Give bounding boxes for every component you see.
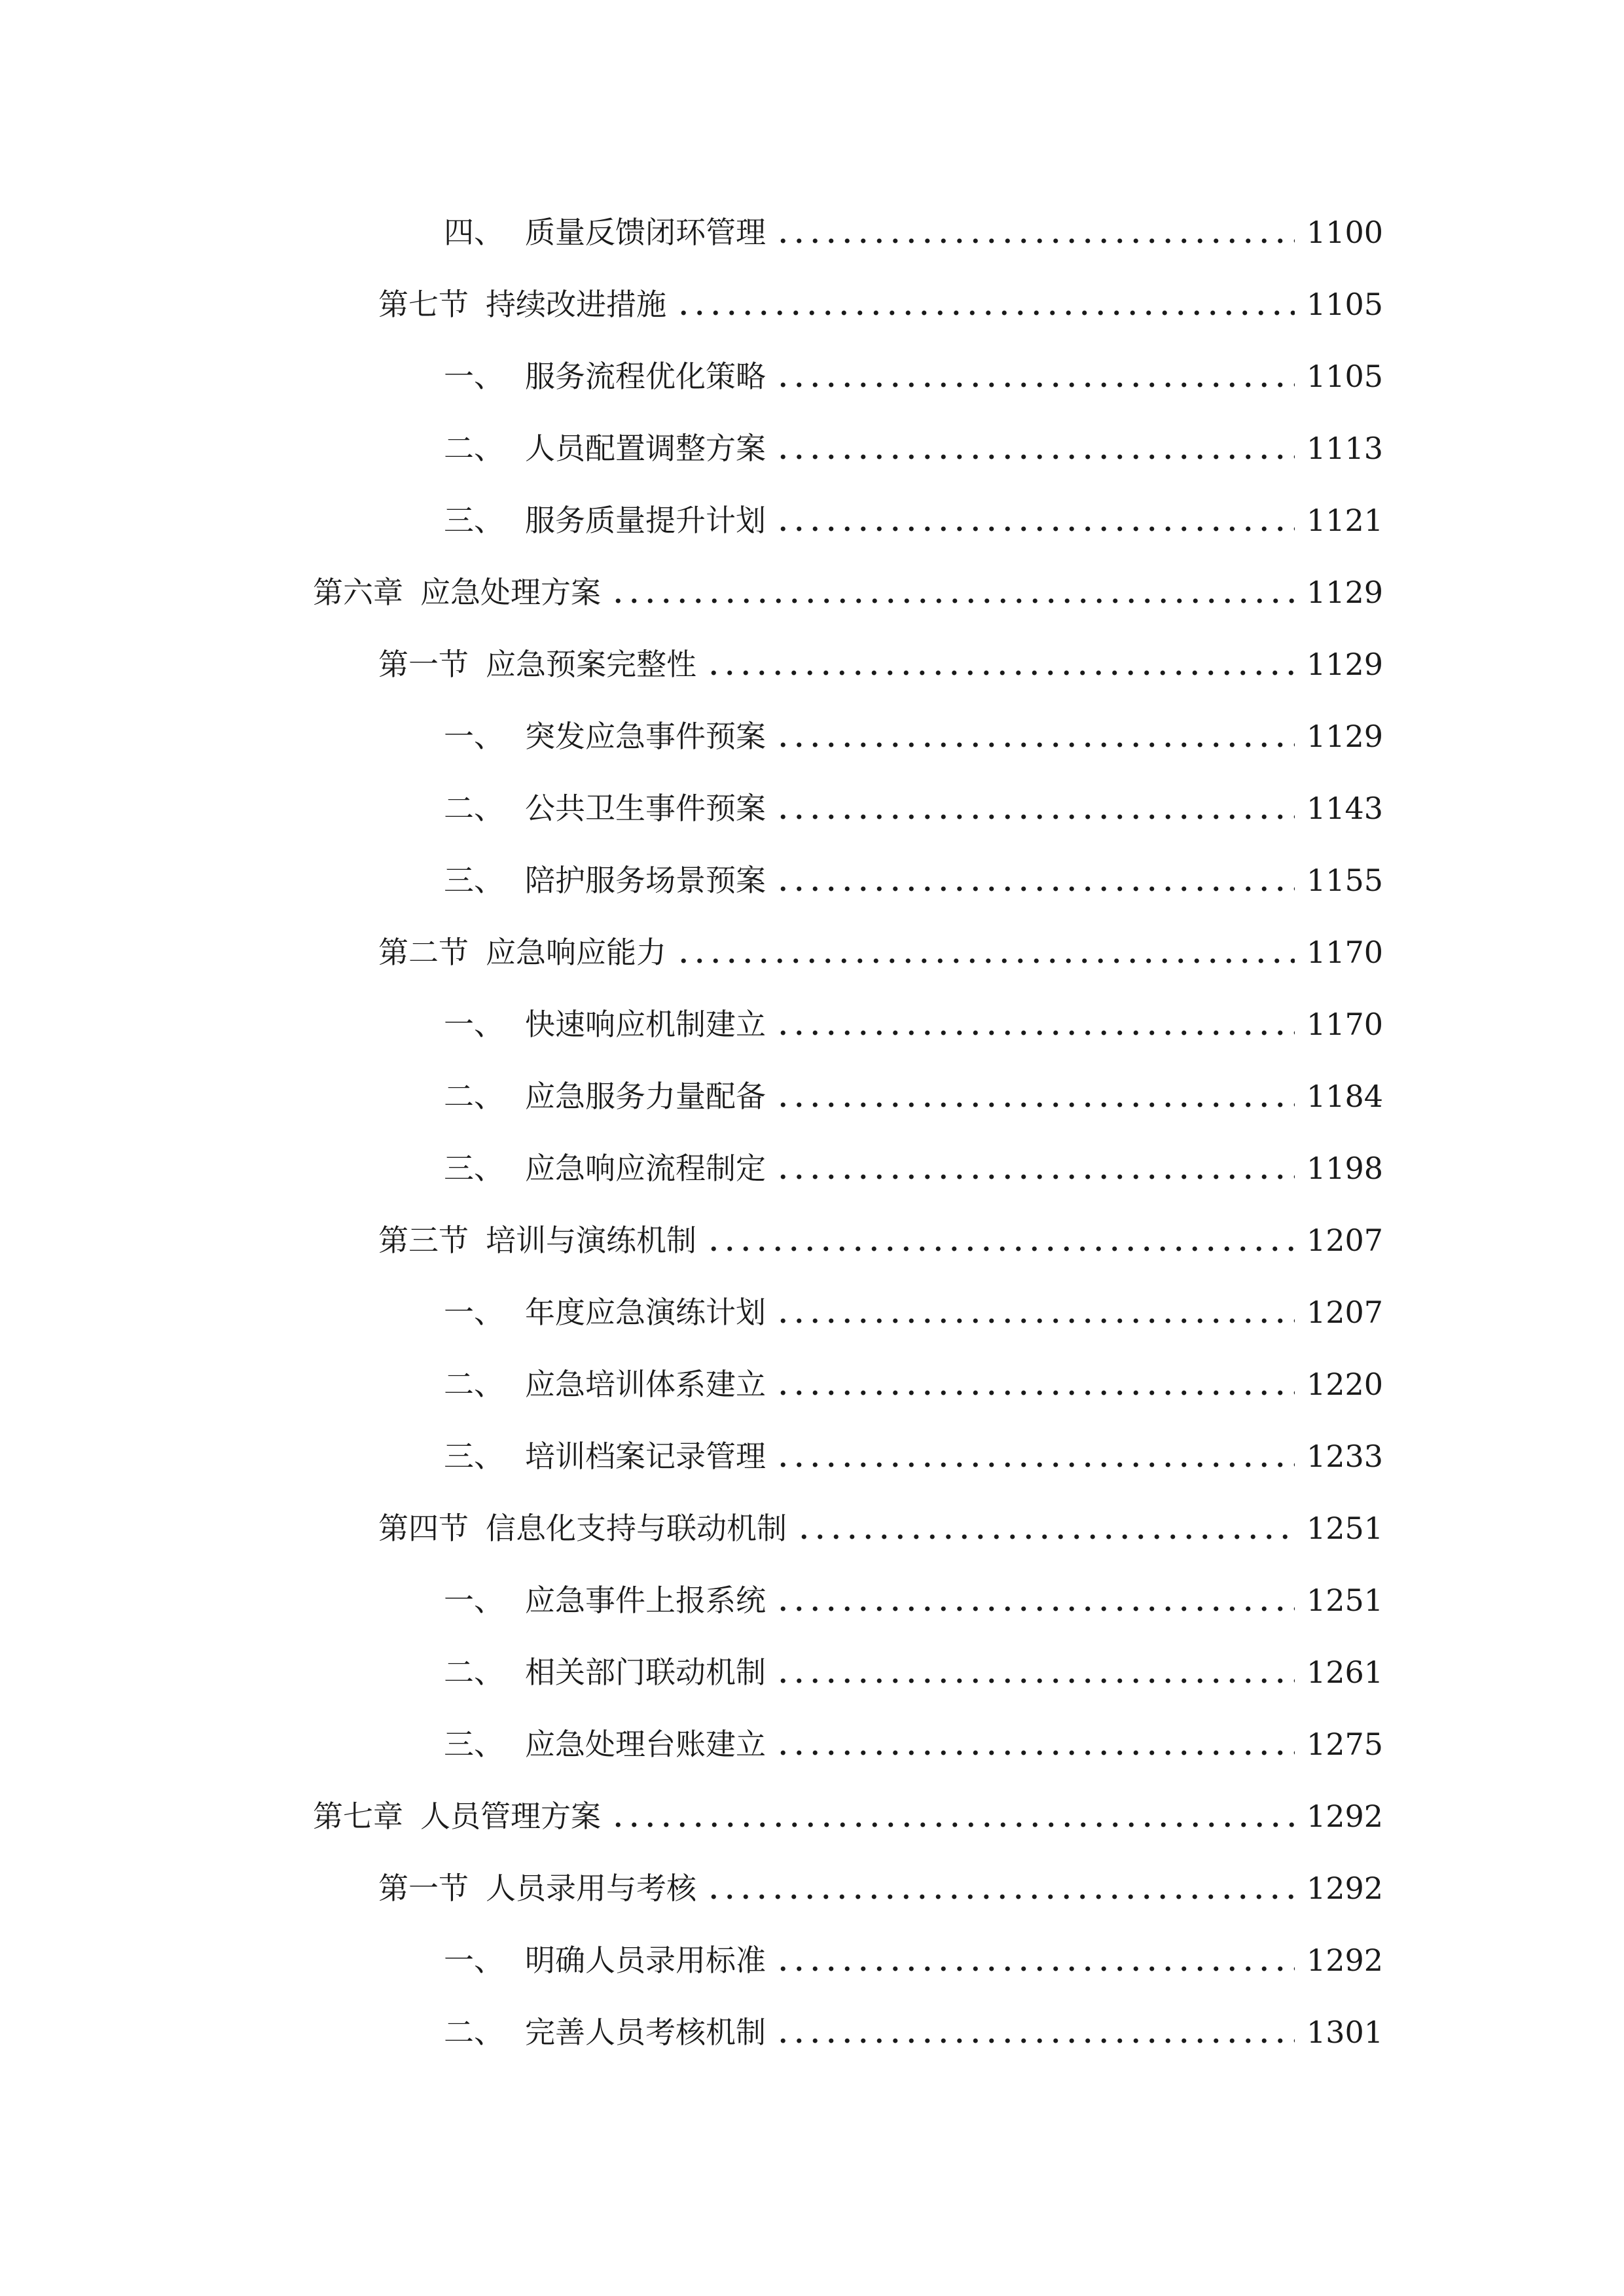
toc-entry-title: 应急响应流程制定 [525,1151,766,1186]
toc-entry-title: 持续改进措施 [486,287,666,322]
toc-entry-number: 三、 [444,503,504,538]
toc-entry-number: 三、 [444,1151,504,1186]
dot-leader [775,505,1295,535]
toc-entry[interactable] [0,268,1624,340]
dot-leader [775,2017,1295,2047]
toc-entry-page: 1233 [1307,1439,1384,1474]
dot-leader [775,1441,1295,1471]
toc-entry[interactable] [0,1852,1624,1924]
toc-entry-page: 1292 [1307,1871,1384,1906]
dot-leader [775,1369,1295,1399]
dot-leader [610,577,1295,607]
toc-entry[interactable] [0,1060,1624,1132]
toc-entry-number: 三、 [444,1439,504,1474]
toc-entry-title: 应急事件上报系统 [525,1583,766,1618]
toc-entry-page: 1100 [1307,215,1384,250]
toc-entry-page: 1113 [1307,431,1384,466]
dot-leader [775,793,1295,823]
toc-entry[interactable] [0,1636,1624,1708]
toc-entry-number: 第二节 [378,935,469,970]
toc-entry[interactable] [0,556,1624,628]
toc-entry-page: 1292 [1307,1799,1384,1834]
toc-entry-title: 陪护服务场景预案 [525,863,766,898]
dot-leader [775,1153,1295,1183]
toc-entry-number: 一、 [444,1007,504,1042]
toc-entry-title: 应急响应能力 [486,935,666,970]
toc-entry-title: 应急服务力量配备 [525,1079,766,1114]
toc-entry-page: 1292 [1307,1943,1384,1978]
toc-entry-title: 服务流程优化策略 [525,359,766,394]
toc-entry-title: 快速响应机制建立 [525,1007,766,1042]
toc-entry-number: 二、 [444,791,504,826]
toc-entry[interactable] [0,1348,1624,1420]
dot-leader [775,1945,1295,1975]
toc-entry-title: 年度应急演练计划 [525,1295,766,1330]
toc-entry-title: 人员配置调整方案 [525,431,766,466]
toc-entry-title: 服务质量提升计划 [525,503,766,538]
toc-entry-page: 1105 [1307,359,1384,394]
toc-entry-page: 1198 [1307,1151,1384,1186]
toc-entry-page: 1207 [1307,1295,1384,1330]
toc-entry-page: 1129 [1307,647,1384,682]
toc-entry-page: 1251 [1307,1511,1384,1546]
toc-entry[interactable] [0,844,1624,916]
toc-entry-number: 三、 [444,1727,504,1762]
toc-entry-number: 一、 [444,719,504,754]
toc-entry-page: 1143 [1307,791,1384,826]
toc-entry-page: 1121 [1307,503,1384,538]
toc-entry[interactable] [0,1564,1624,1636]
toc-entry-number: 二、 [444,1367,504,1402]
toc-entry-page: 1170 [1307,1007,1384,1042]
toc-entry-page: 1155 [1307,863,1384,898]
toc-entry-title: 应急培训体系建立 [525,1367,766,1402]
toc-entry[interactable] [0,196,1624,268]
dot-leader [775,1657,1295,1687]
toc-entry-number: 四、 [444,215,504,250]
dot-leader [706,1225,1295,1255]
toc-entry-title: 相关部门联动机制 [525,1655,766,1690]
dot-leader [706,1873,1295,1903]
dot-leader [610,1801,1295,1831]
toc-entry-title: 人员管理方案 [420,1799,601,1834]
toc-entry-page: 1184 [1307,1079,1384,1114]
toc-entry-title: 人员录用与考核 [486,1871,696,1906]
dot-leader [775,361,1295,391]
toc-entry[interactable] [0,1708,1624,1780]
toc-entry-number: 第七节 [378,287,469,322]
toc-entry-number: 第三节 [378,1223,469,1258]
toc-entry-page: 1207 [1307,1223,1384,1258]
toc-entry-title: 应急处理台账建立 [525,1727,766,1762]
toc-entry[interactable] [0,1996,1624,2068]
toc-entry[interactable] [0,772,1624,844]
toc-entry[interactable] [0,1420,1624,1492]
toc-entry-number: 第七章 [313,1799,403,1834]
toc-entry-number: 三、 [444,863,504,898]
toc-entry[interactable] [0,1276,1624,1348]
dot-leader [706,649,1295,679]
toc-entry[interactable] [0,1204,1624,1276]
toc-entry-number: 二、 [444,431,504,466]
dot-leader [775,721,1295,751]
dot-leader [775,1009,1295,1039]
toc-entry-title: 应急处理方案 [420,575,601,610]
toc-entry[interactable] [0,628,1624,700]
toc-entry-number: 一、 [444,1583,504,1618]
toc-entry-page: 1170 [1307,935,1384,970]
toc-entry-number: 第四节 [378,1511,469,1546]
toc-entry-number: 二、 [444,1655,504,1690]
toc-entry-title: 培训与演练机制 [486,1223,696,1258]
toc-entry-number: 二、 [444,2015,504,2050]
toc-entry[interactable] [0,916,1624,988]
toc-entry[interactable] [0,1492,1624,1564]
dot-leader [775,1729,1295,1759]
toc-entry-page: 1275 [1307,1727,1384,1762]
toc-entry[interactable] [0,1132,1624,1204]
toc-entry-title: 质量反馈闭环管理 [525,215,766,250]
toc-entry-title: 公共卫生事件预案 [525,791,766,826]
toc-entry-number: 第一节 [378,647,469,682]
dot-leader [775,1585,1295,1615]
toc-entry-page: 1105 [1307,287,1384,322]
toc-entry-title: 完善人员考核机制 [525,2015,766,2050]
toc-entry-page: 1301 [1307,2015,1384,2050]
table-of-contents [0,196,1624,2068]
toc-entry-page: 1261 [1307,1655,1384,1690]
dot-leader [676,937,1295,967]
dot-leader [775,433,1295,463]
dot-leader [676,289,1295,319]
toc-entry[interactable] [0,340,1624,412]
toc-entry-number: 第六章 [313,575,403,610]
toc-entry-title: 培训档案记录管理 [525,1439,766,1474]
toc-entry-title: 应急预案完整性 [486,647,696,682]
toc-entry-title: 信息化支持与联动机制 [486,1511,787,1546]
toc-entry[interactable] [0,1780,1624,1852]
toc-entry-number: 二、 [444,1079,504,1114]
dot-leader [775,217,1295,247]
toc-entry[interactable] [0,988,1624,1060]
toc-entry[interactable] [0,484,1624,556]
toc-entry-number: 一、 [444,1943,504,1978]
dot-leader [796,1513,1295,1543]
toc-entry-number: 一、 [444,359,504,394]
toc-entry-number: 第一节 [378,1871,469,1906]
toc-entry-page: 1220 [1307,1367,1384,1402]
toc-entry[interactable] [0,412,1624,484]
toc-entry-page: 1129 [1307,575,1384,610]
dot-leader [775,1297,1295,1327]
toc-entry-page: 1129 [1307,719,1384,754]
toc-entry-page: 1251 [1307,1583,1384,1618]
toc-entry-title: 突发应急事件预案 [525,719,766,754]
toc-entry-number: 一、 [444,1295,504,1330]
toc-entry[interactable] [0,1924,1624,1996]
dot-leader [775,865,1295,895]
dot-leader [775,1081,1295,1111]
toc-entry-title: 明确人员录用标准 [525,1943,766,1978]
toc-entry[interactable] [0,700,1624,772]
